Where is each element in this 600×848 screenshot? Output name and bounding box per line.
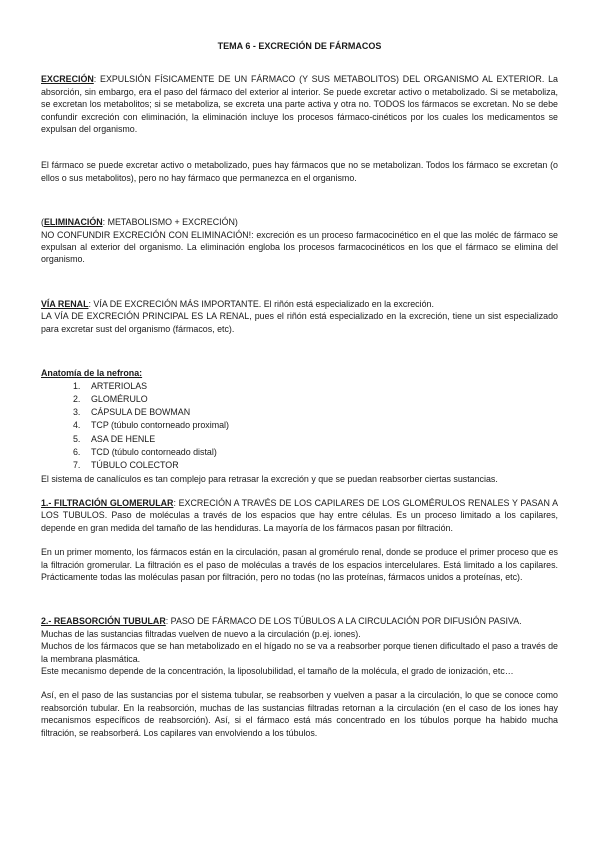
list-number: 3. [73, 407, 81, 418]
list-label: ASA DE HENLE [91, 433, 156, 444]
eliminacion-paren: ( [41, 217, 44, 228]
filtracion-term: 1.- FILTRACIÓN GLOMERULAR [41, 497, 174, 508]
excrecion-heading: : EXPULSIÓN FÍSICAMENTE DE UN FÁRMACO (Y SUS METABOLITOS) DEL ORGANISMO AL EXTERIOR. [93, 74, 545, 85]
list-item [73, 446, 558, 459]
list-number: 4. [73, 420, 81, 431]
list-label: GLOMÉRULO [91, 393, 148, 404]
excrecion-paragraph-2: El fármaco se puede excretar activo o metabolizado, pues hay fármacos que no se metabolizan. Todos los fármaco se excretan (o ellos o sus metabolitos), pero no hay fármaco que permanezca en el organismo. [41, 160, 558, 183]
list-item [73, 406, 558, 419]
eliminacion-body: NO CONFUNDIR EXCRECIÓN CON ELIMINACIÓN!: excreción es un proceso farmacocinético en el que las moléc de fármaco se expulsan al exterior del organismo. La eliminación engloba los procesos farmacocinéticos en los que el fármaco se elimina del organismo. [41, 229, 558, 265]
list-number: 2. [73, 393, 81, 404]
nefrona-list [41, 380, 558, 473]
list-number: 1. [73, 380, 81, 391]
eliminacion-heading-line [41, 216, 558, 228]
nefrona-heading: Anatomía de la nefrona: [41, 368, 143, 379]
excrecion-paragraph [41, 73, 558, 135]
section-excrecion [41, 73, 558, 184]
reabsorcion-heading: : PASO DE FÁRMACO DE LOS TÚBULOS A LA CIRCULACIÓN POR DIFUSIÓN PASIVA. [165, 616, 522, 627]
list-label: ARTERIOLAS [91, 380, 148, 391]
section-via-renal [41, 298, 558, 335]
via-renal-body: LA VÍA DE EXCRECIÓN PRINCIPAL ES LA RENAL, pues el riñón está especializado en la excreción, tiene un sist especializado para excretar sust del organismo (fármacos, etc). [41, 311, 558, 334]
list-item [73, 459, 558, 472]
list-number: 7. [73, 460, 81, 471]
section-reabsorcion-tubular [41, 615, 558, 739]
list-item [73, 433, 558, 446]
list-label: TCP (túbulo contorneado proximal) [91, 420, 229, 431]
list-item [73, 380, 558, 393]
section-nefrona [41, 367, 558, 485]
list-item [73, 419, 558, 432]
excrecion-term: EXCRECIÓN [41, 74, 94, 85]
section-filtracion-glomerular [41, 497, 558, 583]
reabsorcion-term: 2.- REABSORCIÓN TUBULAR [41, 616, 166, 627]
list-item [73, 393, 558, 406]
section-eliminacion [41, 216, 558, 266]
reabsorcion-line-2: Muchos de los fármacos que se han metabolizado en el hígado no se va a reabsorber porque tienen dificultado el paso a través de la membrana plasmática. [41, 641, 558, 664]
filtracion-paragraph-2: En un primer momento, los fármacos están en la circulación, pasan al gromérulo renal, donde se produce el primer proceso que es la filtración gromerular. La filtración es el paso de moléculas a través de los espacios intercelulares. Está limitado a los capilares. Prácticamente todas las moléculas pasan por filtración, pero no todas (no las proteínas, fármacos unidos a proteínas, etc). [41, 547, 558, 583]
list-label: TCD (túbulo contorneado distal) [91, 446, 217, 457]
reabsorcion-line-3: Este mecanismo depende de la concentración, la liposolubilidad, el tamaño de la molécula, el grado de ionización, etc… [41, 666, 514, 677]
list-label: CÁPSULA DE BOWMAN [91, 407, 191, 418]
filtracion-body: Paso de moléculas a través de los espacios que hay entre células. Es un proceso limitado a los capilares, depende en gran medida del tamaño de las hendiduras. La mayoría de los fármacos pasan por filtración. [41, 510, 559, 533]
document-title: TEMA 6 - EXCRECIÓN DE FÁRMACOS [217, 41, 382, 51]
filtracion-heading: : EXCRECIÓN A TRAVÉS DE LOS CAPILARES DE LOS GLOMÉRULOS RENALES Y PASAN A LOS TUBULOS. [41, 497, 558, 521]
reabsorcion-paragraph-2: Así, en el paso de las sustancias por el sistema tubular, se reabsorben y vuelven a pasar a la circulación, lo que se conoce como reabsorción tubular. En la reabsorción, muchas de las sustancias filtradas retornan a la circulación (en el caso de los iones hay mecanismos específicos de reabsorción). Así, si el fármaco está más concentrado en los túbulos porque ha habido mucha filtración, se reabsorberá. Los capilares van envolviendo a los túbulos. [41, 690, 558, 738]
via-renal-term: VÍA RENAL [41, 298, 89, 309]
nefrona-note: El sistema de canalículos es tan complejo para retrasar la excreción y que se puedan reabsorber ciertas sustancias. [41, 473, 498, 484]
list-number: 6. [73, 446, 81, 457]
reabsorcion-heading-line [41, 615, 558, 627]
via-renal-heading: : VÍA DE EXCRECIÓN MÁS IMPORTANTE. El riñón está especializado en la excreción. [88, 298, 434, 309]
excrecion-body: La absorción, sin embargo, era el paso del fármaco del exterior al interior. Se puede excretar activo o metabolizado. Si se metaboliza, se excretan los metabolitos; si se metaboliza, se excreta una parte activa y otra no. TODOS los fármacos se excretan. No se debe confundir excreción con eliminación, la eliminación incluye los procesos fármaco-cinéticos por los cuales los medicamentos se expulsan del organismo. [41, 74, 558, 135]
via-renal-heading-line [41, 298, 558, 310]
eliminacion-heading: : METABOLISMO + EXCRECIÓN) [102, 217, 238, 228]
eliminacion-term: ELIMINACIÓN [43, 217, 103, 228]
filtracion-paragraph [41, 497, 558, 534]
list-number: 5. [73, 433, 81, 444]
list-label: TÚBULO COLECTOR [91, 460, 179, 471]
reabsorcion-line-1: Muchas de las sustancias filtradas vuelven de nuevo a la circulación (p.ej. iones). [41, 628, 361, 639]
